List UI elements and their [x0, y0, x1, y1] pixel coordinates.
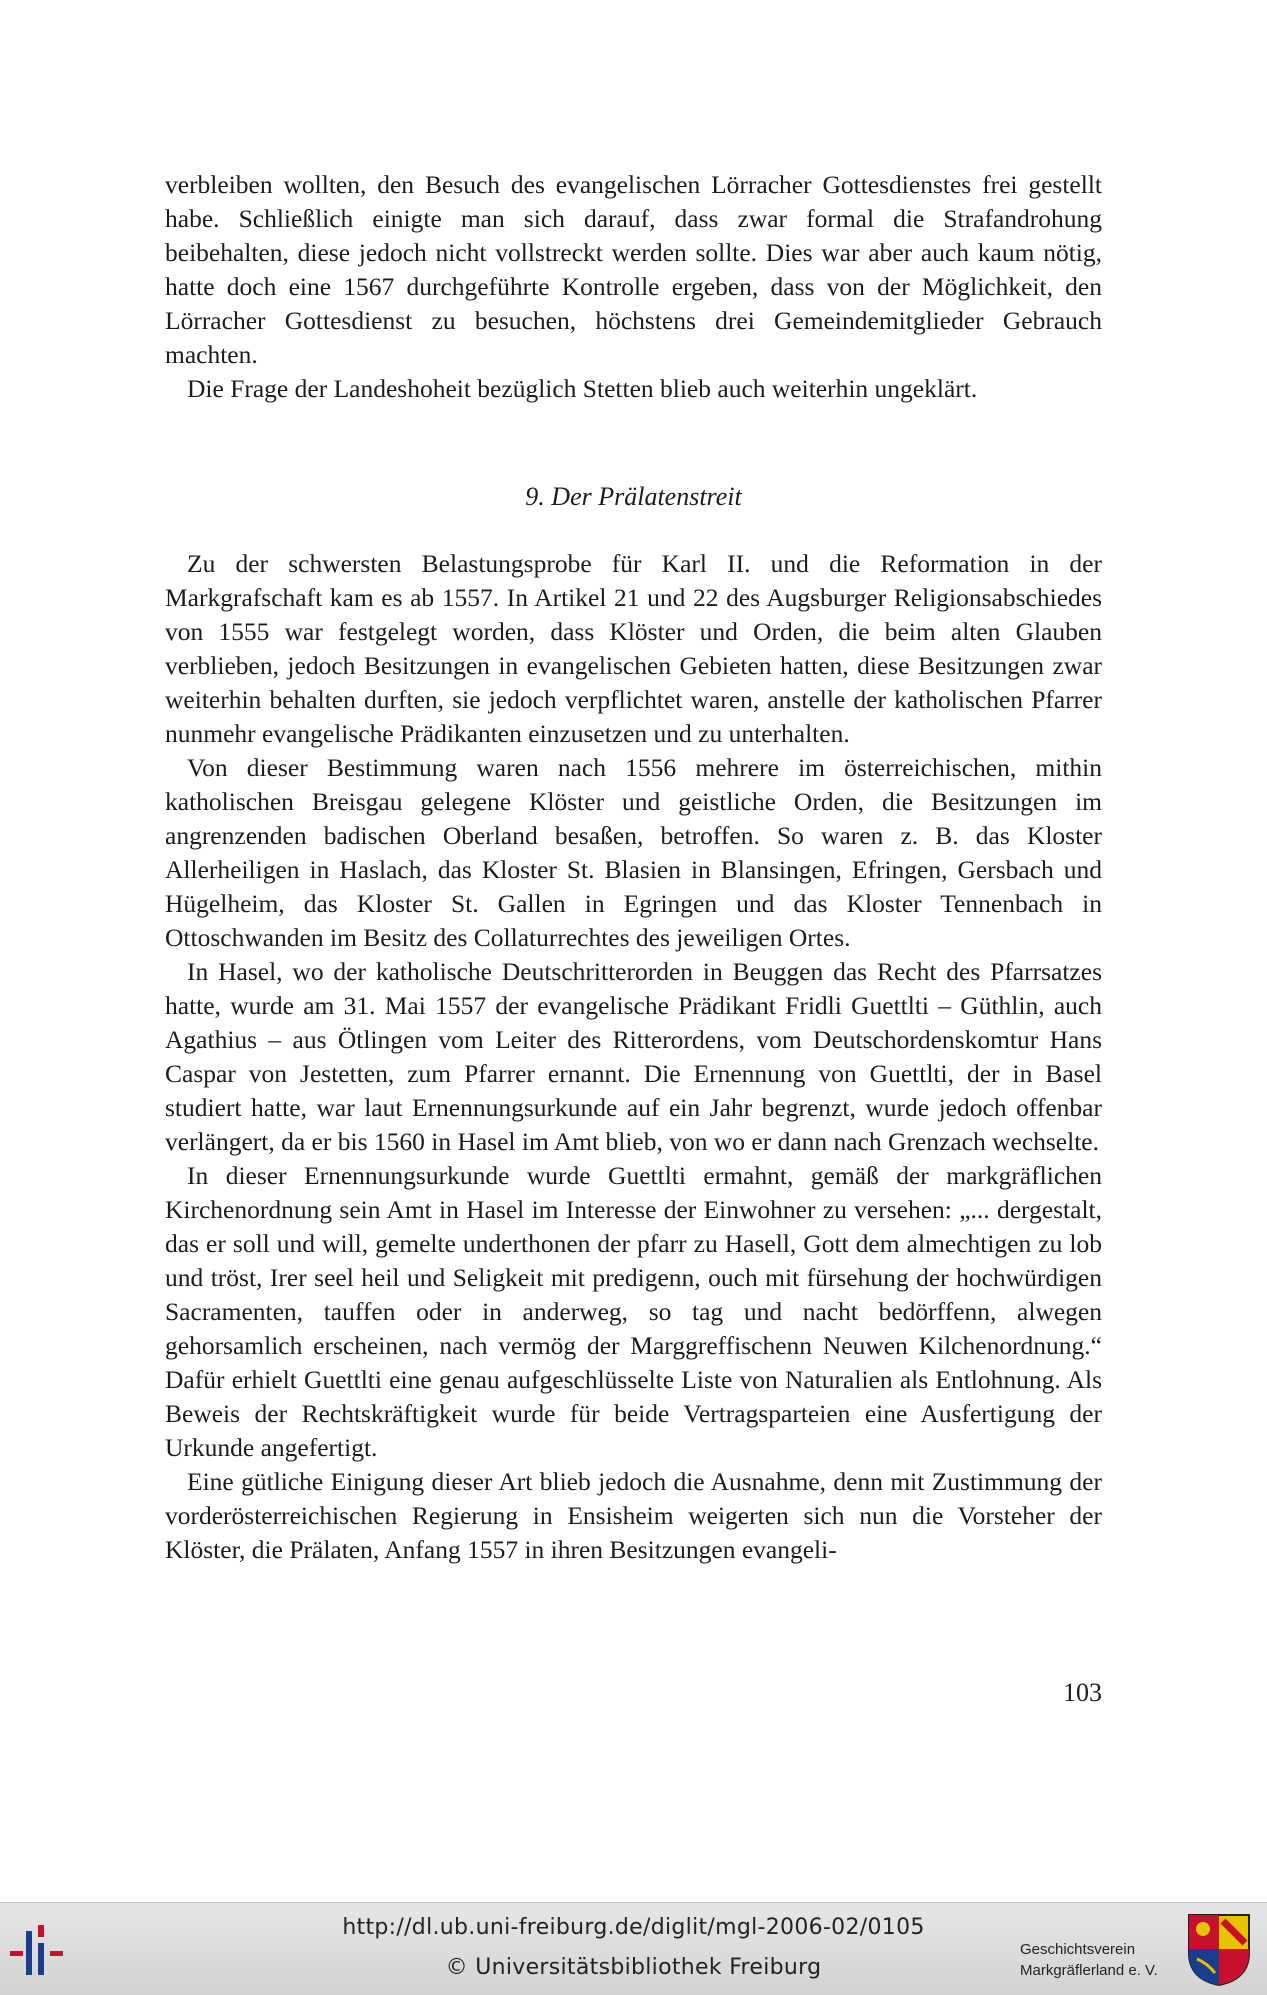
copyright-text: © Universitätsbibliothek Freiburg — [445, 1955, 822, 1980]
publisher-name — [1020, 1939, 1158, 1981]
permalink-url[interactable]: http://dl.ub.uni-freiburg.de/diglit/mgl-2006-02/0105 — [342, 1915, 925, 1940]
paragraph: Eine gütliche Einigung dieser Art blieb jedoch die Ausnahme, denn mit Zustimmung der vorderösterreichischen Regierung in Ensisheim weigerten sich nun die Vorsteher der Klöster, die Prälaten, Anfang 1557 in ihren Besitzungen evangeli- — [165, 1467, 1102, 1564]
paragraph: Zu der schwersten Belastungsprobe für Karl II. und die Reformation in der Markgrafschaft kam es ab 1557. In Artikel 21 und 22 des Augsburger Religionsabschiedes von 1555 war festgelegt worden, dass Klöster und Orden, die beim alten Glauben verblieben, jedoch Besitzungen in evangelischen Gebieten hatten, diese Besitzungen zwar weiterhin behalten durften, sie jedoch verpflichtet waren, anstelle der katholischen Pfarrer nunmehr evangelische Prädikanten einzusetzen und zu unterhalten. — [165, 549, 1102, 748]
page-number: 103 — [1063, 1678, 1102, 1707]
paragraph: Von dieser Bestimmung waren nach 1556 mehrere im österreichischen, mithin katholischen Breisgau gelegene Klöster und geistliche Orden, die Besitzungen im angrenzenden badischen Oberland besaßen, betroffen. So waren z. B. das Kloster Allerheiligen in Haslach, das Kloster St. Blasien in Blansingen, Efringen, Gersbach und Hügelheim, das Kloster St. Gallen in Egringen und das Kloster Tennenbach in Ottoschwanden im Besitz des Collaturrechtes des jeweiligen Ortes. — [165, 753, 1102, 952]
publisher-line: Geschichtsverein — [1020, 1941, 1136, 1958]
text-block-top — [165, 168, 1102, 406]
text-block-main — [165, 547, 1102, 1567]
paragraph: Die Frage der Landeshoheit bezüglich Stetten blieb auch weiterhin ungeklärt. — [187, 374, 978, 403]
footer-bar — [0, 1902, 1267, 1995]
paragraph: In dieser Ernennungsurkunde wurde Guettlti ermahnt, gemäß der markgräflichen Kirchenordnung sein Amt in Hasel im Interesse der Einwohner zu versehen: „... dergestalt, das er soll und will, gemelte underthonen der pfarr zu Hasell, Gott dem almechtigen zu lob und tröst, Irer seel heil und Seligkeit mit predigenn, ouch mit fürsehung der hochwürdigen Sacramenten, tauffen oder in anderweg, so tag und nacht bedörffenn, alwegen gehorsamlich erscheinen, nach vermög der Marggreffischenn Neuwen Kilchenordnung.“ Dafür erhielt Guettlti eine genau aufgeschlüsselte Liste von Naturalien als Entlohnung. Als Beweis der Rechtskräftigkeit wurde für beide Vertragsparteien eine Ausfertigung der Urkunde angefertigt. — [165, 1161, 1102, 1462]
section-heading: 9. Der Prälatenstreit — [525, 482, 742, 511]
paragraph: verbleiben wollten, den Besuch des evangelischen Lörracher Gottesdienstes frei gestellt habe. Schließlich einigte man sich darauf, dass zwar formal die Strafandrohung beibehalten, diese jedoch nicht vollstreckt werden sollte. Dies war aber auch kaum nötig, hatte doch eine 1567 durchgeführte Kontrolle ergeben, dass von der Möglichkeit, den Lörracher Gottesdienst zu besuchen, höchstens drei Gemeindemitglieder Gebrauch machten. — [165, 170, 1102, 369]
paragraph: In Hasel, wo der katholische Deutschritterorden in Beuggen das Recht des Pfarrsatzes hatte, wurde am 31. Mai 1557 der evangelische Prädikant Fridli Guettlti – Güthlin, auch Agathius – aus Ötlingen vom Leiter des Ritterordens, vom Deutschordenskomtur Hans Caspar von Jestetten, zum Pfarrer ernannt. Die Ernennung von Guettlti, der in Basel studiert hatte, war laut Ernennungsurkunde auf ein Jahr begrenzt, wurde jedoch offenbar verlängert, da er bis 1560 in Hasel im Amt blieb, von wo er dann nach Grenzach wechselte. — [165, 957, 1102, 1156]
coat-of-arms-icon[interactable] — [1187, 1913, 1251, 1987]
publisher-line: Markgräflerland e. V. — [1020, 1962, 1158, 1979]
